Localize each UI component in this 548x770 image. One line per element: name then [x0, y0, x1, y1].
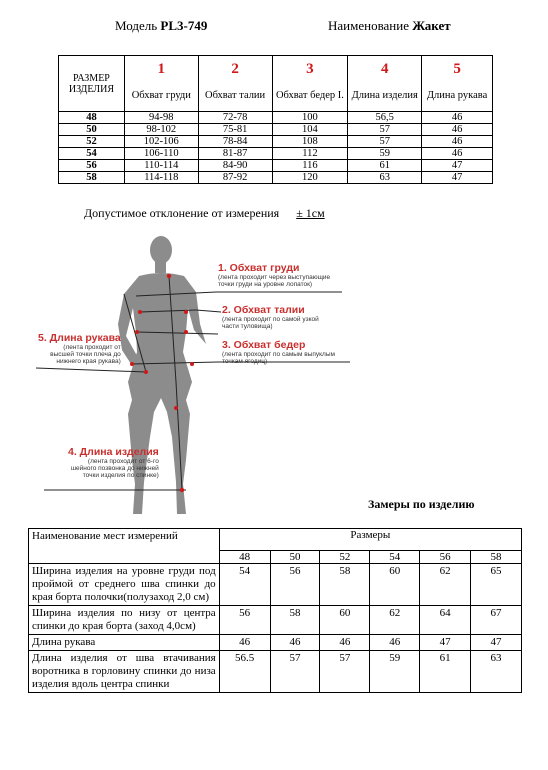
size-value-cell: 120: [272, 172, 348, 184]
label-waist-desc-1: (лента проходит по самой узкой: [222, 316, 319, 323]
size-value-cell: 108: [272, 136, 348, 148]
label-chest-title: 1. Обхват груди: [218, 262, 300, 274]
size-value-cell: 104: [272, 124, 348, 136]
measurement-size-header: 50: [270, 551, 320, 564]
label-length-desc-2: шейного позвонка до нижней: [70, 465, 159, 473]
column-number: 4: [348, 56, 422, 82]
measurement-value: 57: [320, 651, 370, 693]
size-value-cell: 72-78: [198, 112, 272, 124]
measurement-size-header: 58: [471, 551, 522, 564]
size-value-cell: 100: [272, 112, 348, 124]
size-value-cell: 47: [422, 160, 493, 172]
model-line: [115, 18, 207, 34]
measurement-row: [29, 564, 522, 606]
size-value-cell: 87-92: [198, 172, 272, 184]
size-value-cell: 84-90: [198, 160, 272, 172]
label-chest: [218, 262, 330, 288]
measurement-value: 60: [370, 564, 420, 606]
measurement-value: 46: [320, 635, 370, 651]
column-header-hips: Обхват бедер I.: [272, 82, 348, 112]
size-value-cell: 47: [422, 172, 493, 184]
size-value-cell: 46: [422, 124, 493, 136]
measurement-row: [29, 635, 522, 651]
label-sleeve-desc-2: высшей точки плеча до: [50, 351, 121, 359]
measurement-value: 65: [471, 564, 522, 606]
label-chest-desc-1: (лента проходит через выступающие: [218, 274, 331, 281]
size-row: [59, 148, 493, 160]
measurement-value: 61: [420, 651, 471, 693]
measurement-value: 57: [270, 651, 320, 693]
tolerance-note: [84, 206, 325, 221]
measurements-sizes-header: Размеры: [219, 529, 521, 551]
column-header-length: Длина изделия: [348, 82, 422, 112]
size-row: [59, 172, 493, 184]
measurement-value: 47: [420, 635, 471, 651]
label-chest-desc-2: точки груди на уровне лопаток): [218, 281, 313, 289]
column-number: 1: [124, 56, 198, 82]
measurement-name: Ширина изделия по низу от центра спинки до края борта (заход 4,0см): [29, 606, 220, 635]
size-value-cell: 98-102: [124, 124, 198, 136]
measurement-size-header: 52: [320, 551, 370, 564]
label-hips-title: 3. Обхват бедер: [222, 339, 306, 351]
label-sleeve-desc-3: нижнего края рукава): [56, 358, 121, 366]
measurement-value: 56.5: [219, 651, 270, 693]
size-value-cell: 56,5: [348, 112, 422, 124]
size-value-cell: 46: [422, 112, 493, 124]
item-name-line: [328, 18, 451, 34]
label-length-desc-3: точки изделия по спинке): [82, 472, 159, 480]
measurement-value: 46: [219, 635, 270, 651]
size-cell: 48: [59, 112, 125, 124]
measurement-size-header: 48: [219, 551, 270, 564]
size-row: [59, 160, 493, 172]
tolerance-text: Допустимое отклонение от измерения: [84, 206, 280, 220]
measurement-value: 63: [471, 651, 522, 693]
measurement-value: 58: [320, 564, 370, 606]
label-waist: [222, 304, 319, 330]
label-hips-desc-1: (лента проходит по самым выпуклым: [222, 351, 335, 358]
column-header-chest: Обхват груди: [124, 82, 198, 112]
measurement-name: Длина рукава: [29, 635, 220, 651]
size-cell: 52: [59, 136, 125, 148]
measurement-size-header: 56: [420, 551, 471, 564]
measurement-value: 46: [370, 635, 420, 651]
size-value-cell: 112: [272, 148, 348, 160]
tolerance-value: ± 1см: [296, 206, 325, 220]
size-value-cell: 57: [348, 136, 422, 148]
column-header-waist: Обхват талии: [198, 82, 272, 112]
size-value-cell: 75-81: [198, 124, 272, 136]
column-number: 3: [272, 56, 348, 82]
size-value-cell: 81-87: [198, 148, 272, 160]
measurement-row: [29, 651, 522, 693]
size-value-cell: 59: [348, 148, 422, 160]
measurements-table: [28, 528, 522, 693]
size-value-cell: 116: [272, 160, 348, 172]
item-name-value: Жакет: [412, 18, 451, 33]
measurement-value: 62: [370, 606, 420, 635]
measurement-figure: [36, 232, 356, 522]
measurement-name: Ширина изделия на уровне груди под проймой от среднего шва спинки до края борта полочки(полузаход 2,0 см): [29, 564, 220, 606]
size-table: [58, 55, 493, 184]
column-number: 2: [198, 56, 272, 82]
measurements-name-header: Наименование мест измерений: [29, 529, 220, 564]
label-length-title: 4. Длина изделия: [68, 446, 159, 458]
size-cell: 50: [59, 124, 125, 136]
size-row: [59, 112, 493, 124]
measurement-value: 54: [219, 564, 270, 606]
label-length: [68, 446, 159, 480]
label-sleeve: [38, 332, 121, 366]
label-waist-desc-2: части туловища): [222, 323, 273, 331]
size-column-header: РАЗМЕР ИЗДЕЛИЯ: [59, 56, 125, 112]
measurement-value: 60: [320, 606, 370, 635]
size-cell: 58: [59, 172, 125, 184]
measurement-value: 46: [270, 635, 320, 651]
size-value-cell: 57: [348, 124, 422, 136]
label-hips-desc-2: точкам ягодиц): [222, 358, 268, 366]
item-name-label: Наименование: [328, 18, 409, 33]
measurement-value: 56: [270, 564, 320, 606]
measurement-size-header: 54: [370, 551, 420, 564]
size-value-cell: 94-98: [124, 112, 198, 124]
size-value-cell: 63: [348, 172, 422, 184]
size-value-cell: 78-84: [198, 136, 272, 148]
label-sleeve-desc-1: (лента проходит от: [63, 344, 121, 351]
label-hips: [222, 339, 335, 365]
label-sleeve-title: 5. Длина рукава: [38, 332, 121, 344]
column-number: 5: [422, 56, 493, 82]
measurement-value: 58: [270, 606, 320, 635]
size-cell: 56: [59, 160, 125, 172]
size-value-cell: 110-114: [124, 160, 198, 172]
size-value-cell: 46: [422, 148, 493, 160]
model-value: PL3-749: [160, 18, 208, 33]
measurement-value: 47: [471, 635, 522, 651]
measurement-value: 59: [370, 651, 420, 693]
measurement-value: 64: [420, 606, 471, 635]
label-length-desc-1: (лента проходит от 6-го: [87, 458, 159, 465]
model-label: Модель: [115, 18, 158, 33]
measurement-row: [29, 606, 522, 635]
measurement-value: 56: [219, 606, 270, 635]
size-value-cell: 114-118: [124, 172, 198, 184]
column-header-sleeve: Длина рукава: [422, 82, 493, 112]
size-cell: 54: [59, 148, 125, 160]
measurement-value: 67: [471, 606, 522, 635]
measurement-value: 62: [420, 564, 471, 606]
size-value-cell: 46: [422, 136, 493, 148]
size-value-cell: 106-110: [124, 148, 198, 160]
measurement-name: Длина изделия от шва втачивания воротника в горловину спинки до низа изделия вдоль центра спинки: [29, 651, 220, 693]
size-value-cell: 102-106: [124, 136, 198, 148]
size-value-cell: 61: [348, 160, 422, 172]
size-row: [59, 136, 493, 148]
measurements-title: Замеры по изделию: [368, 497, 475, 511]
label-waist-title: 2. Обхват талии: [222, 304, 305, 316]
size-row: [59, 124, 493, 136]
